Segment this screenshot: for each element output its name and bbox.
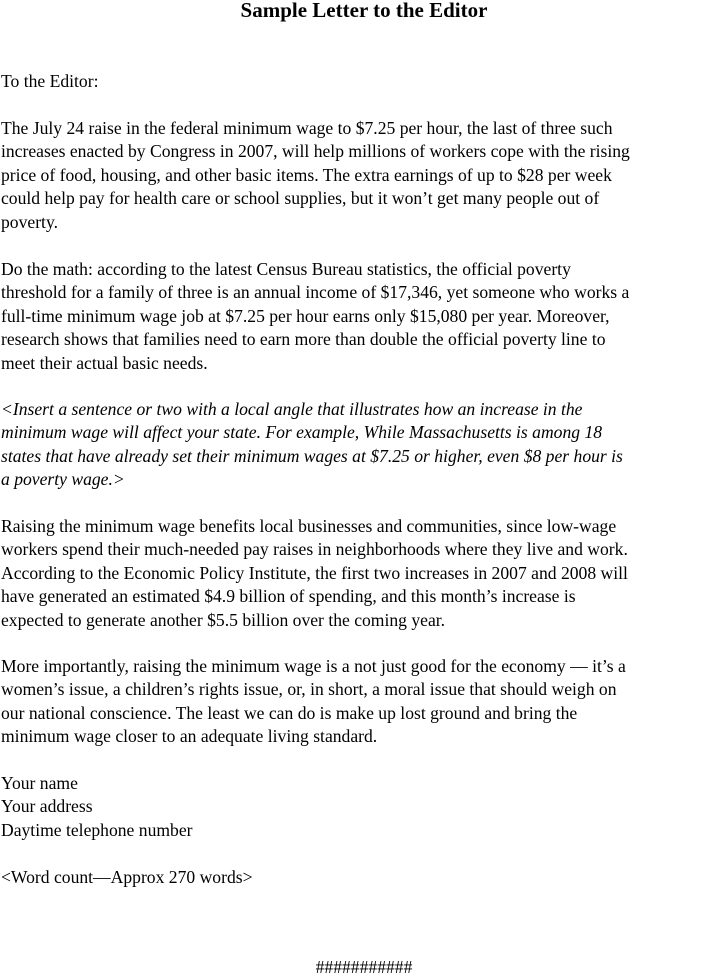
paragraph-2 [1, 258, 727, 375]
paragraph-line: states that have already set their minimum wages at $7.25 or higher, even $8 per hour is [1, 445, 623, 466]
salutation: To the Editor: [1, 71, 99, 91]
paragraph-line: threshold for a family of three is an annual income of $17,346, yet someone who works a [1, 282, 630, 303]
paragraph-line: meet their actual basic needs. [1, 352, 208, 373]
paragraph-line: women’s issue, a children’s rights issue, or, in short, a moral issue that should weigh on [1, 679, 617, 700]
paragraph-line: a poverty wage.> [1, 469, 125, 490]
paragraph-line: have generated an estimated $4.9 billion of spending, and this month’s increase is [1, 586, 576, 607]
paragraph-line: full-time minimum wage job at $7.25 per hour earns only $15,080 per year. Moreover, [1, 305, 610, 326]
paragraph-5 [1, 655, 727, 749]
paragraph-line: According to the Economic Policy Institute, the first two increases in 2007 and 2008 will [1, 562, 628, 583]
paragraph-line: increases enacted by Congress in 2007, will help millions of workers cope with the rising [1, 141, 630, 162]
signature-phone: Daytime telephone number [1, 819, 193, 840]
paragraph-line: expected to generate another $5.5 billion over the coming year. [1, 609, 446, 630]
paragraph-3-local-angle-placeholder [1, 398, 727, 492]
paragraph-line: workers spend their much-needed pay raises in neighborhoods where they live and work. [1, 539, 628, 560]
paragraph-line: poverty. [1, 211, 58, 232]
paragraph-line: our national conscience. The least we can do is make up lost ground and bring the [1, 702, 578, 723]
paragraph-line: minimum wage will affect your state. For example, While Massachusetts is among 18 [1, 422, 603, 443]
end-of-letter-mark: ########### [315, 957, 413, 977]
paragraph-line: <Insert a sentence or two with a local angle that illustrates how an increase in the [1, 399, 583, 419]
paragraph-line: More importantly, raising the minimum wage is a not just good for the economy — it’s a [1, 656, 626, 676]
page-title: Sample Letter to the Editor [240, 0, 488, 22]
paragraph-line: price of food, housing, and other basic items. The extra earnings of up to $28 per week [1, 164, 612, 185]
signature-block [1, 772, 727, 842]
paragraph-1 [1, 117, 727, 234]
signature-address: Your address [1, 796, 93, 817]
paragraph-line: could help pay for health care or school supplies, but it won’t get many people out of [1, 188, 600, 209]
paragraph-line: research shows that families need to earn more than double the official poverty line to [1, 329, 606, 350]
paragraph-line: Raising the minimum wage benefits local businesses and communities, since low-wage [1, 516, 617, 536]
word-count-note: <Word count—Approx 270 words> [1, 867, 253, 887]
paragraph-line: Do the math: according to the latest Census Bureau statistics, the official poverty [1, 259, 571, 279]
paragraph-4 [1, 515, 727, 632]
paragraph-line: minimum wage closer to an adequate living standard. [1, 726, 378, 747]
signature-name: Your name [1, 773, 78, 793]
paragraph-line: The July 24 raise in the federal minimum wage to $7.25 per hour, the last of three such [1, 118, 613, 138]
